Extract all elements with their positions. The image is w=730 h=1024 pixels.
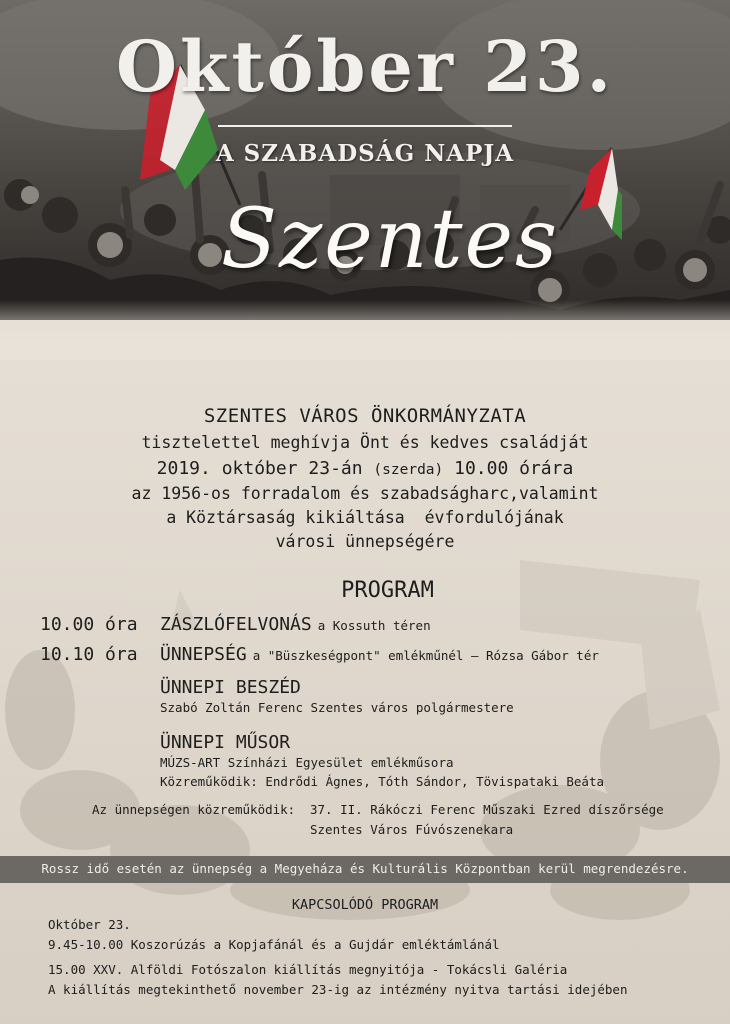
program-time: 10.00 óra	[40, 614, 138, 635]
program-event: ÜNNEPSÉG	[160, 644, 247, 665]
program-time: 10.10 óra	[40, 644, 138, 665]
event-date: 2019. október 23-án	[156, 458, 363, 479]
show-line-2: Közreműködik: Endrődi Ágnes, Tóth Sándor, Tövispataki Beáta	[160, 774, 605, 789]
speech-text: Szabó Zoltán Ferenc Szentes város polgármestere	[160, 700, 514, 715]
program-place: a "Büszkeségpont" emlékműnél – Rózsa Gábor tér	[252, 648, 599, 663]
show-line-1: MÚZS-ART Színházi Egyesület emlékműsora	[160, 755, 454, 770]
poster-subtitle: A SZABADSÁG NAPJA	[215, 140, 515, 167]
related-item-1: 9.45-10.00 Koszorúzás a Kopjafánál és a Gujdár emléktámlánál	[48, 937, 500, 952]
invitation-line-3: az 1956-os forradalom és szabadságharc,valamint	[131, 484, 599, 503]
cooperation-block	[92, 800, 664, 840]
program-item	[40, 614, 431, 635]
program-heading: PROGRAM	[341, 578, 434, 603]
program-item	[40, 644, 599, 665]
weather-notice-band	[0, 856, 730, 883]
related-item-3: A kiállítás megtekinthető november 23-ig az intézmény nyitva tartási idejében	[48, 982, 628, 997]
cooperation-label: Az ünnepségen közreműködik:	[92, 802, 296, 817]
program-event: ZÁSZLÓFELVONÁS	[160, 614, 312, 635]
related-date: Október 23.	[48, 917, 131, 932]
program-place: a Kossuth téren	[317, 618, 431, 633]
invitation-line-1: tisztelettel meghívja Önt és kedves családját	[141, 433, 589, 452]
poster-title: Október 23.	[115, 25, 614, 108]
cooperation-line-2: Szentes Város Fúvószenekara	[310, 822, 514, 837]
show-block	[160, 732, 604, 791]
header-fade	[0, 300, 730, 360]
cooperation-line-1: 37. II. Rákóczi Ferenc Műszaki Ezred díszőrsége	[310, 802, 664, 817]
related-program-heading: KAPCSOLÓDÓ PROGRAM	[291, 897, 439, 913]
event-weekday: (szerda)	[373, 462, 444, 478]
show-heading: ÜNNEPI MŰSOR	[160, 732, 291, 753]
invitation-line-5: városi ünnepségére	[275, 532, 455, 551]
invitation-date	[0, 458, 730, 479]
speech-heading: ÜNNEPI BESZÉD	[160, 677, 301, 698]
organizer: SZENTES VÁROS ÖNKORMÁNYZATA	[203, 405, 527, 427]
weather-notice: Rossz idő esetén az ünnepség a Megyeháza és Kulturális Központban kerül megrendezésre.	[41, 861, 689, 876]
event-time: 10.00 órára	[454, 458, 574, 479]
related-item-2: 15.00 XXV. Alföldi Fotószalon kiállítás megnyitója - Tokácsli Galéria	[48, 962, 568, 977]
invitation-line-4: a Köztársaság kikiáltása évfordulójának	[166, 508, 564, 527]
speech-block	[160, 677, 514, 717]
city-script-title: Szentes	[220, 192, 560, 287]
related-block-1	[48, 915, 500, 955]
related-block-2	[48, 960, 627, 1000]
title-divider	[218, 125, 512, 127]
